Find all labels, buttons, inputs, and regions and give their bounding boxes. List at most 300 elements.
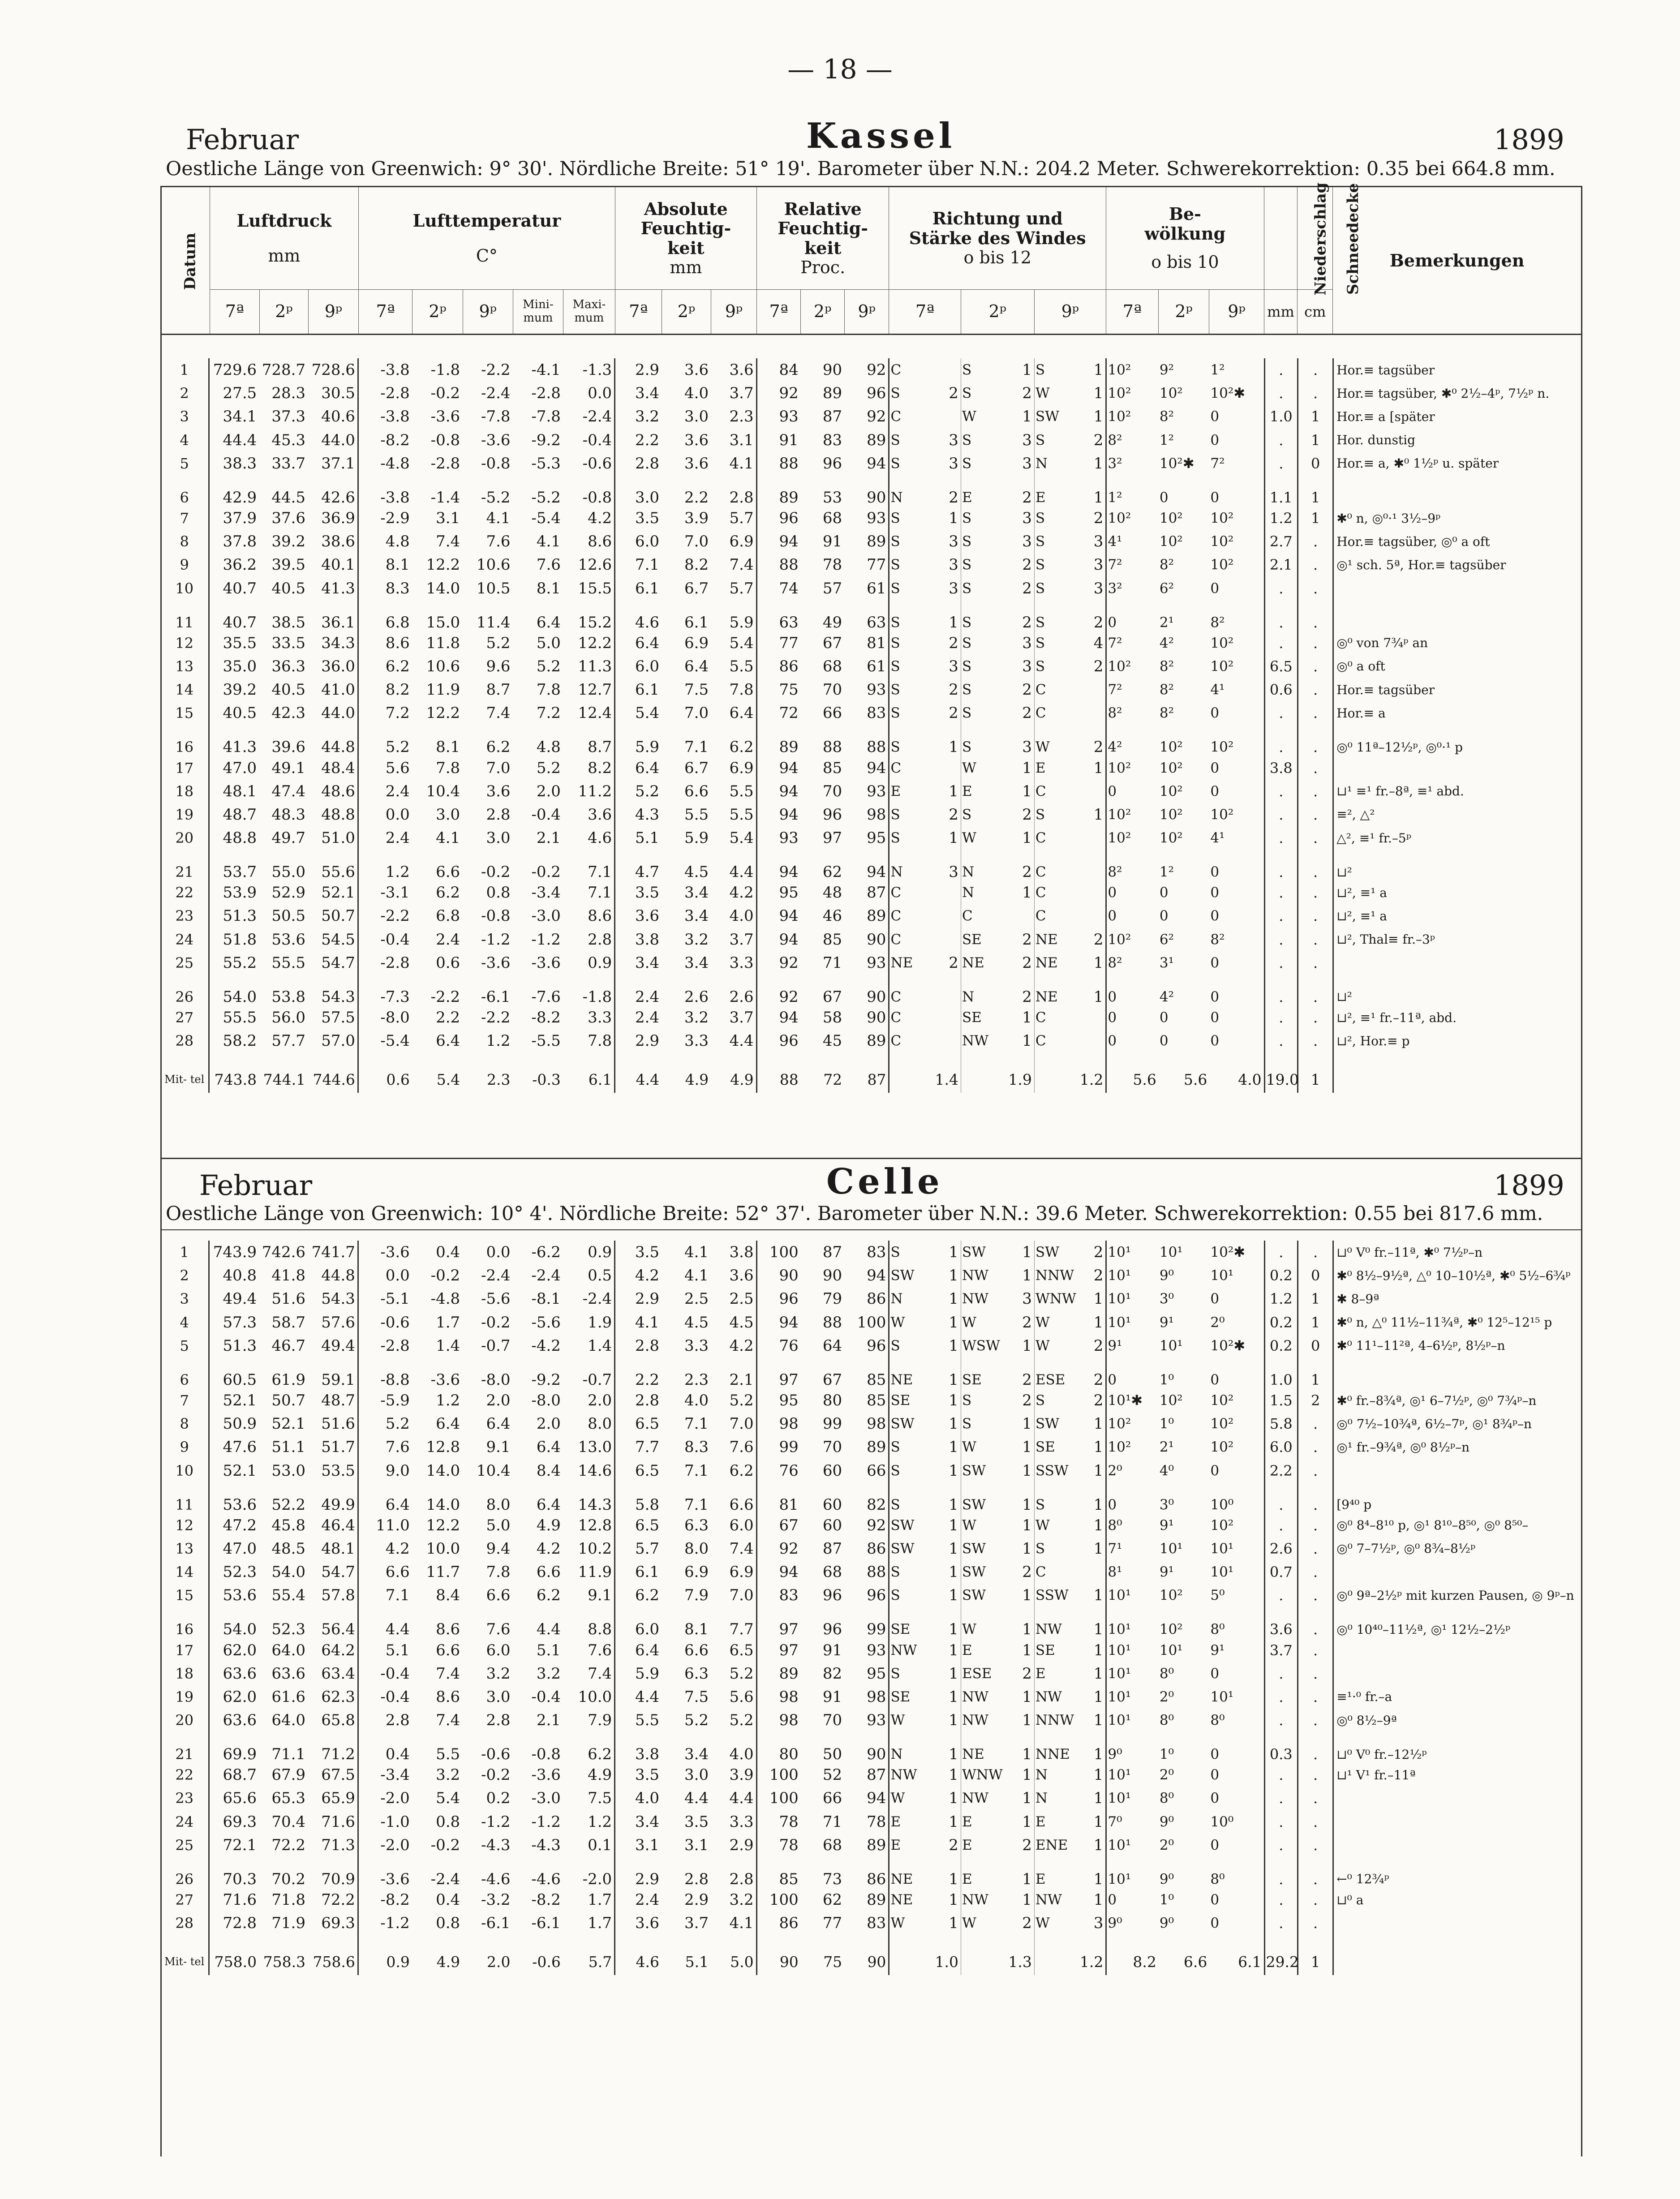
celle-rel-7a: 67 — [756, 1514, 801, 1537]
kassel-wind-dir-7a: S — [889, 803, 934, 826]
celle-wind-dir-2p: W — [961, 1911, 1010, 1935]
kassel-temp-2p: 14.0 — [426, 579, 460, 597]
celle-pressure-2p: 52.1 — [271, 1415, 306, 1433]
celle-rel-7a: 98 — [756, 1709, 801, 1732]
celle-mean-12: 90 — [756, 1935, 801, 1975]
table-row — [160, 1264, 1582, 1287]
celle-mean-22: 1 — [1298, 1935, 1333, 1975]
celle-pressure-2p: 65.3 — [271, 1789, 306, 1808]
celle-day: 1 — [180, 1244, 189, 1261]
kassel-clouds-9p: 0 — [1210, 580, 1220, 597]
kassel-precipitation: . — [1264, 803, 1298, 826]
celle-rel-7a: 94 — [756, 1311, 801, 1334]
celle-wind-dir-2p: E — [961, 1857, 1010, 1888]
kassel-abs-9p: 5.4 — [729, 634, 754, 652]
kassel-precipitation: . — [1264, 850, 1298, 881]
celle-rel-2p: 88 — [822, 1313, 842, 1331]
celle-clouds-9p: 10⁰ — [1210, 1496, 1234, 1513]
celle-day: 16 — [175, 1621, 194, 1638]
celle-rel-2p: 71 — [822, 1812, 842, 1831]
kassel-wind-force-2p: 2 — [1022, 805, 1032, 824]
table-row — [160, 701, 1582, 725]
kassel-rel-9p: 88 — [867, 738, 886, 756]
kassel-clouds-2p: 4² — [1159, 988, 1174, 1005]
celle-temp-9p: 8.0 — [486, 1495, 511, 1514]
kassel-temp-max: 12.4 — [578, 704, 612, 722]
header-wind-7a: 7ª — [889, 290, 961, 335]
celle-clouds-7a: 10¹ — [1106, 1763, 1159, 1787]
kassel-rel-2p: 68 — [822, 657, 842, 675]
celle-remarks: ✱⁰ 11¹–11²ª, 4–6½ᵖ, 8½ᵖ–n — [1333, 1334, 1582, 1357]
kassel-mean-22: 1 — [1298, 1052, 1333, 1093]
kassel-pressure-9p: 42.6 — [321, 488, 355, 507]
kassel-abs-2p: 3.9 — [684, 509, 709, 528]
kassel-wind-force-2p: 3 — [1022, 454, 1032, 472]
kassel-clouds-2p: 1² — [1159, 432, 1174, 448]
celle-wind-force-9p: 2 — [1093, 1370, 1104, 1389]
header-rel-2p: 2ᵖ — [801, 290, 844, 335]
celle-station-info: Oestliche Länge von Greenwich: 10° 4'. Nördliche Breite: 52° 37'. Barometer über N.N.: 39.6 Meter. Schwerekorrektion: 0.55 bei 817.6 mm. — [166, 1203, 1543, 1225]
kassel-wind-force-9p — [1083, 780, 1106, 803]
celle-clouds-7a: 0 — [1106, 1357, 1159, 1389]
kassel-mean-4: 0.6 — [358, 1052, 412, 1093]
celle-wind-force-2p: 1 — [1022, 1438, 1032, 1456]
kassel-wind-dir-9p: E — [1034, 756, 1083, 779]
celle-clouds-9p: 10² — [1210, 1392, 1234, 1409]
celle-wind-force-7a: 1 — [949, 1586, 958, 1605]
celle-temp-7a: -0.6 — [358, 1311, 412, 1334]
celle-precipitation: 1.5 — [1264, 1389, 1298, 1412]
kassel-wind-dir-7a: S — [889, 530, 934, 553]
kassel-temp-max: 2.8 — [588, 930, 612, 949]
celle-abs-7a: 3.6 — [615, 1911, 662, 1935]
kassel-temp-2p: 6.2 — [436, 884, 460, 902]
kassel-day: 19 — [175, 806, 194, 823]
celle-rel-7a: 100 — [756, 1787, 801, 1810]
kassel-clouds-9p: 10² — [1210, 557, 1234, 573]
celle-clouds-7a: 8⁰ — [1106, 1514, 1159, 1537]
kassel-temp-7a: 5.2 — [358, 725, 412, 756]
celle-wind-force-7a: 1 — [949, 1290, 958, 1308]
celle-snow-cover: . — [1298, 1888, 1333, 1911]
kassel-wind-dir-7a: S — [889, 429, 934, 452]
celle-wind-dir-2p: SW — [961, 1537, 1010, 1560]
celle-month: Februar — [199, 1169, 313, 1202]
celle-abs-2p: 6.3 — [684, 1516, 709, 1534]
kassel-rel-7a: 88 — [756, 553, 801, 576]
celle-wind-force-7a: 1 — [949, 1438, 958, 1456]
kassel-precipitation: . — [1264, 429, 1298, 452]
celle-wind-dir-7a: SE — [889, 1685, 934, 1709]
kassel-temp-7a: 8.3 — [358, 577, 412, 600]
celle-temp-9p: -0.2 — [481, 1313, 511, 1331]
kassel-clouds-7a: 0 — [1106, 600, 1159, 631]
kassel-wind-dir-2p: W — [961, 756, 1010, 779]
celle-temp-9p: 0.2 — [486, 1789, 511, 1808]
kassel-clouds-9p: 0 — [1210, 988, 1220, 1005]
kassel-rel-9p: 93 — [867, 782, 886, 800]
celle-wind-dir-2p: W — [961, 1311, 1010, 1334]
kassel-rel-7a: 94 — [756, 756, 801, 779]
celle-clouds-2p: 1⁰ — [1159, 1416, 1174, 1432]
kassel-temp-min: 5.2 — [536, 759, 561, 777]
kassel-rel-7a: 72 — [756, 701, 801, 725]
kassel-temp-min: -5.2 — [531, 488, 561, 507]
kassel-temp-9p: 9.6 — [486, 657, 511, 675]
kassel-abs-9p: 5.7 — [729, 509, 754, 528]
kassel-temp-7a: -2.9 — [358, 507, 412, 530]
celle-wind-force-2p: 1 — [1022, 1711, 1032, 1730]
celle-snow-cover: . — [1298, 1763, 1333, 1787]
table-row — [160, 1685, 1582, 1709]
celle-temp-9p: 5.0 — [486, 1516, 511, 1534]
kassel-wind-force-7a — [934, 1029, 961, 1052]
kassel-temp-7a: 8.1 — [358, 553, 412, 576]
celle-abs-9p: 6.9 — [729, 1563, 754, 1581]
celle-wind-dir-7a: NW — [889, 1763, 934, 1787]
kassel-pressure-7a: 42.9 — [209, 475, 259, 507]
kassel-day: 22 — [175, 884, 194, 902]
kassel-clouds-9p: 0 — [1210, 432, 1220, 448]
celle-wind-force-2p: 2 — [1022, 1664, 1032, 1683]
celle-temp-2p: 12.8 — [426, 1438, 460, 1456]
celle-pressure-2p: 45.8 — [271, 1516, 306, 1534]
kassel-wind-dir-2p: S — [961, 725, 1010, 756]
kassel-pressure-2p: 37.3 — [271, 408, 306, 426]
celle-rel-2p: 68 — [822, 1836, 842, 1854]
celle-pressure-9p: 59.1 — [321, 1370, 355, 1389]
header-lufttemperatur: Lufttemperatur C° — [359, 187, 615, 290]
kassel-day: 4 — [180, 431, 189, 449]
kassel-precipitation: 1.2 — [1264, 507, 1298, 530]
celle-precipitation: 0.7 — [1264, 1560, 1298, 1584]
kassel-clouds-7a: 10² — [1106, 803, 1159, 826]
kassel-clouds-7a: 3² — [1106, 577, 1159, 600]
celle-precipitation: 6.0 — [1264, 1435, 1298, 1459]
kassel-mean-2: 744.1 — [263, 1070, 306, 1088]
kassel-wind-dir-2p: NW — [961, 1029, 1010, 1052]
celle-abs-2p: 2.9 — [684, 1891, 709, 1909]
kassel-temp-min: -7.6 — [531, 988, 561, 1006]
celle-pressure-7a: 51.3 — [209, 1334, 259, 1357]
kassel-wind-force-9p: 1 — [1093, 805, 1104, 824]
kassel-wind-force-7a — [934, 405, 961, 428]
celle-pressure-9p: 44.8 — [321, 1267, 355, 1285]
celle-precipitation: . — [1264, 1911, 1298, 1935]
kassel-temp-2p: 11.8 — [426, 634, 460, 652]
kassel-abs-7a: 3.0 — [615, 475, 662, 507]
celle-abs-2p: 4.1 — [684, 1243, 709, 1262]
celle-clouds-7a: 10¹ — [1106, 1709, 1159, 1732]
kassel-mean-11: 4.9 — [730, 1070, 754, 1088]
kassel-clouds-9p: 0 — [1210, 408, 1220, 425]
kassel-temp-7a: -0.4 — [358, 928, 412, 951]
celle-rel-9p: 96 — [867, 1586, 886, 1605]
table-row — [160, 600, 1582, 631]
kassel-temp-7a: -2.2 — [358, 904, 412, 928]
kassel-wind-dir-9p: S — [1034, 358, 1083, 382]
celle-remarks: ◎⁰ 9ª–2½ᵖ mit kurzen Pausen, ◎ 9ᵖ–n — [1333, 1584, 1582, 1607]
celle-clouds-9p: 2⁰ — [1210, 1314, 1225, 1331]
celle-abs-9p: 5.2 — [729, 1392, 754, 1410]
celle-clouds-2p: 9⁰ — [1159, 1915, 1174, 1932]
kassel-wind-force-7a — [934, 881, 961, 904]
kassel-clouds-2p: 10² — [1159, 760, 1183, 776]
kassel-temp-min: -5.3 — [531, 454, 561, 472]
celle-wind-force-7a: 1 — [949, 1370, 958, 1389]
celle-temp-min: -4.3 — [531, 1836, 561, 1854]
celle-wind-dir-7a: S — [889, 1241, 934, 1264]
kassel-precipitation: 2.1 — [1264, 553, 1298, 576]
kassel-rel-2p: 70 — [822, 782, 842, 800]
kassel-abs-2p: 3.2 — [684, 930, 709, 949]
table-row — [160, 1662, 1582, 1685]
celle-mean-20: 6.1 — [1238, 1953, 1262, 1971]
kassel-wind-dir-7a: S — [889, 826, 934, 850]
kassel-precipitation: . — [1264, 928, 1298, 951]
kassel-temp-min: 8.1 — [536, 579, 561, 597]
kassel-temp-9p: 6.2 — [486, 738, 511, 756]
celle-day: 9 — [180, 1439, 189, 1456]
celle-day: 3 — [180, 1290, 189, 1308]
table-row — [160, 1560, 1582, 1584]
celle-wind-force-2p: 1 — [1022, 1243, 1032, 1262]
celle-rel-2p: 66 — [822, 1789, 842, 1808]
celle-rel-9p: 92 — [867, 1516, 886, 1534]
kassel-abs-2p: 7.0 — [684, 533, 709, 551]
kassel-remarks: ◎⁰ von 7¾ᵖ an — [1333, 631, 1582, 655]
celle-day: 10 — [175, 1462, 194, 1479]
kassel-temp-7a: -3.8 — [358, 358, 412, 382]
kassel-wind-dir-9p: S — [1034, 577, 1083, 600]
celle-day: 4 — [180, 1314, 189, 1331]
kassel-pressure-9p: 48.6 — [321, 782, 355, 800]
celle-temp-7a: -2.8 — [358, 1334, 412, 1357]
celle-mean-1: 758.0 — [209, 1935, 259, 1975]
kassel-rel-7a: 89 — [756, 725, 801, 756]
celle-rel-7a: 95 — [756, 1389, 801, 1412]
celle-rel-2p: 60 — [822, 1516, 842, 1534]
kassel-pressure-2p: 37.6 — [271, 509, 306, 528]
table-row — [160, 1241, 1582, 1264]
celle-clouds-7a: 10¹ — [1106, 1685, 1159, 1709]
kassel-wind-force-9p — [1083, 826, 1106, 850]
celle-pressure-9p: 71.3 — [321, 1836, 355, 1854]
celle-remarks — [1333, 1638, 1582, 1662]
celle-clouds-2p: 10² — [1159, 1587, 1183, 1604]
kassel-abs-9p: 4.2 — [729, 884, 754, 902]
kassel-abs-9p: 6.9 — [729, 533, 754, 551]
kassel-abs-2p: 5.9 — [684, 829, 709, 847]
kassel-temp-max: 12.7 — [578, 681, 612, 699]
kassel-abs-2p: 8.2 — [684, 556, 709, 574]
kassel-temp-min: 5.0 — [536, 634, 561, 652]
celle-wind-dir-7a: W — [889, 1311, 934, 1334]
kassel-temp-2p: 0.6 — [436, 953, 460, 972]
kassel-wind-force-7a — [934, 358, 961, 382]
table-row — [160, 1709, 1582, 1732]
kassel-day: 10 — [175, 580, 194, 597]
celle-rel-7a: 89 — [756, 1662, 801, 1685]
kassel-rel-2p: 88 — [822, 738, 842, 756]
celle-day: 21 — [175, 1746, 194, 1763]
header-luftdruck: Luftdruck mm — [210, 187, 358, 290]
kassel-abs-2p: 5.5 — [684, 805, 709, 824]
celle-abs-9p: 3.2 — [729, 1891, 754, 1909]
table-row — [160, 1482, 1582, 1514]
kassel-abs-2p: 3.0 — [684, 408, 709, 426]
kassel-clouds-9p: 0 — [1210, 705, 1220, 722]
celle-temp-max: 8.8 — [588, 1620, 612, 1639]
celle-wind-force-2p: 1 — [1022, 1586, 1032, 1605]
kassel-clouds-2p: 0 — [1159, 489, 1169, 506]
kassel-temp-max: 7.1 — [588, 863, 612, 881]
celle-remarks — [1333, 1560, 1582, 1584]
kassel-wind-force-2p: 1 — [1022, 884, 1032, 902]
celle-rel-9p: 98 — [867, 1688, 886, 1706]
celle-snow-cover: 1 — [1298, 1287, 1333, 1310]
celle-remarks: ✱⁰ fr.–8¾ª, ◎¹ 6–7½ᵖ, ◎⁰ 7¾ᵖ–n — [1333, 1389, 1582, 1412]
kassel-pressure-2p: 42.3 — [271, 704, 306, 722]
celle-temp-min: 4.2 — [536, 1539, 561, 1558]
celle-wind-force-7a: 1 — [949, 1243, 958, 1262]
celle-wind-dir-2p: SE — [961, 1357, 1010, 1389]
kassel-temp-min: -4.1 — [531, 361, 561, 379]
kassel-wind-force-2p: 2 — [1022, 556, 1032, 574]
kassel-pressure-9p: 57.5 — [321, 1009, 355, 1027]
kassel-wind-force-2p — [1010, 904, 1035, 928]
celle-pressure-2p: 64.0 — [271, 1711, 306, 1730]
kassel-temp-2p: -2.8 — [430, 454, 460, 472]
celle-abs-9p: 3.9 — [729, 1766, 754, 1784]
celle-wind-dir-9p: NNW — [1034, 1264, 1083, 1287]
kassel-day: 27 — [175, 1009, 194, 1026]
kassel-temp-max: 15.5 — [578, 579, 612, 597]
celle-temp-7a: 11.0 — [358, 1514, 412, 1537]
kassel-precipitation: . — [1264, 725, 1298, 756]
kassel-temp-9p: 10.5 — [476, 579, 511, 597]
celle-wind-force-9p: 1 — [1093, 1586, 1104, 1605]
celle-wind-force-7a: 1 — [949, 1267, 958, 1285]
kassel-clouds-7a: 8² — [1106, 951, 1159, 975]
kassel-clouds-7a: 10² — [1106, 382, 1159, 405]
kassel-temp-7a: -5.4 — [358, 1029, 412, 1052]
celle-temp-7a: -2.0 — [358, 1787, 412, 1810]
celle-temp-max: 4.9 — [588, 1766, 612, 1784]
celle-wind-dir-7a: NE — [889, 1857, 934, 1888]
celle-wind-force-2p: 1 — [1022, 1688, 1032, 1706]
kassel-mean-17: 1.2 — [1034, 1052, 1106, 1093]
kassel-temp-min: -7.8 — [531, 408, 561, 426]
kassel-clouds-7a: 8² — [1106, 850, 1159, 881]
kassel-rel-7a: 92 — [756, 951, 801, 975]
celle-snow-cover: . — [1298, 1787, 1333, 1810]
kassel-abs-2p: 6.7 — [684, 759, 709, 777]
kassel-temp-9p: -3.6 — [481, 431, 511, 449]
celle-temp-2p: 0.8 — [436, 1812, 460, 1831]
celle-wind-force-9p: 1 — [1093, 1870, 1104, 1888]
kassel-temp-2p: 15.0 — [426, 613, 460, 631]
celle-pressure-2p: 71.9 — [271, 1914, 306, 1933]
kassel-temp-max: 7.8 — [588, 1032, 612, 1050]
celle-clouds-7a: 10¹ — [1106, 1857, 1159, 1888]
celle-temp-min: -6.2 — [531, 1243, 561, 1262]
kassel-remarks — [1333, 756, 1582, 779]
celle-pressure-2p: 72.2 — [271, 1836, 306, 1854]
celle-clouds-7a: 9⁰ — [1106, 1911, 1159, 1935]
kassel-temp-9p: 7.4 — [486, 704, 511, 722]
celle-clouds-7a: 10¹ — [1106, 1287, 1159, 1310]
celle-snow-cover: 0 — [1298, 1264, 1333, 1287]
kassel-wind-force-7a — [934, 756, 961, 779]
celle-abs-2p: 4.0 — [684, 1392, 709, 1410]
kassel-rel-9p: 63 — [867, 613, 886, 631]
kassel-wind-force-7a: 3 — [949, 863, 958, 881]
celle-rel-2p: 99 — [822, 1415, 842, 1433]
celle-temp-min: -4.2 — [531, 1336, 561, 1355]
celle-snow-cover: . — [1298, 1241, 1333, 1264]
kassel-snow-cover: . — [1298, 826, 1333, 850]
header-schneedecke: Schneedecke — [1298, 187, 1333, 290]
kassel-precipitation: . — [1264, 358, 1298, 382]
kassel-abs-9p: 3.1 — [729, 431, 754, 449]
celle-abs-2p: 4.4 — [684, 1789, 709, 1808]
celle-day: 7 — [180, 1392, 189, 1409]
kassel-abs-7a: 6.4 — [615, 631, 662, 655]
kassel-temp-2p: -1.8 — [430, 361, 460, 379]
kassel-pressure-2p: 53.6 — [271, 930, 306, 949]
kassel-rel-7a: 96 — [756, 1029, 801, 1052]
celle-wind-force-9p: 2 — [1093, 1243, 1104, 1262]
kassel-wind-dir-7a: S — [889, 382, 934, 405]
kassel-day: 9 — [180, 556, 189, 574]
celle-wind-dir-2p: SW — [961, 1241, 1010, 1264]
celle-wind-force-9p: 1 — [1093, 1766, 1104, 1784]
kassel-precipitation: 6.5 — [1264, 655, 1298, 678]
celle-wind-force-2p: 1 — [1022, 1516, 1032, 1534]
celle-wind-force-7a: 1 — [949, 1495, 958, 1514]
kassel-clouds-2p: 2¹ — [1159, 614, 1174, 631]
celle-clouds-9p: 10²✱ — [1210, 1337, 1246, 1354]
kassel-abs-9p: 3.3 — [729, 953, 754, 972]
table-row — [160, 1638, 1582, 1662]
celle-rel-7a: 86 — [756, 1911, 801, 1935]
kassel-temp-2p: 3.0 — [436, 805, 460, 824]
kassel-temp-2p: 12.2 — [426, 704, 460, 722]
kassel-temp-7a: 8.2 — [358, 678, 412, 701]
celle-pressure-2p: 51.1 — [271, 1438, 306, 1456]
kassel-wind-force-9p: 1 — [1093, 384, 1104, 403]
celle-pressure-2p: 46.7 — [271, 1336, 306, 1355]
celle-clouds-2p: 1⁰ — [1159, 1371, 1174, 1388]
table-row — [160, 780, 1582, 803]
kassel-temp-9p: -2.4 — [481, 384, 511, 403]
kassel-wind-dir-9p: C — [1034, 881, 1083, 904]
kassel-wind-force-9p: 1 — [1093, 759, 1104, 777]
celle-pressure-2p: 51.6 — [271, 1290, 306, 1308]
celle-temp-max: 11.9 — [578, 1563, 612, 1581]
kassel-rel-7a: 74 — [756, 577, 801, 600]
celle-wind-force-7a: 1 — [949, 1461, 958, 1480]
kassel-wind-force-7a: 2 — [949, 953, 958, 972]
kassel-clouds-2p: 0 — [1159, 885, 1169, 901]
celle-rel-2p: 87 — [822, 1243, 842, 1262]
celle-temp-max: 1.2 — [588, 1812, 612, 1831]
celle-pressure-7a: 47.6 — [209, 1435, 259, 1459]
kassel-wind-dir-7a: S — [889, 452, 934, 475]
kassel-temp-min: -3.0 — [531, 907, 561, 925]
celle-clouds-9p: 10⁰ — [1210, 1813, 1234, 1830]
